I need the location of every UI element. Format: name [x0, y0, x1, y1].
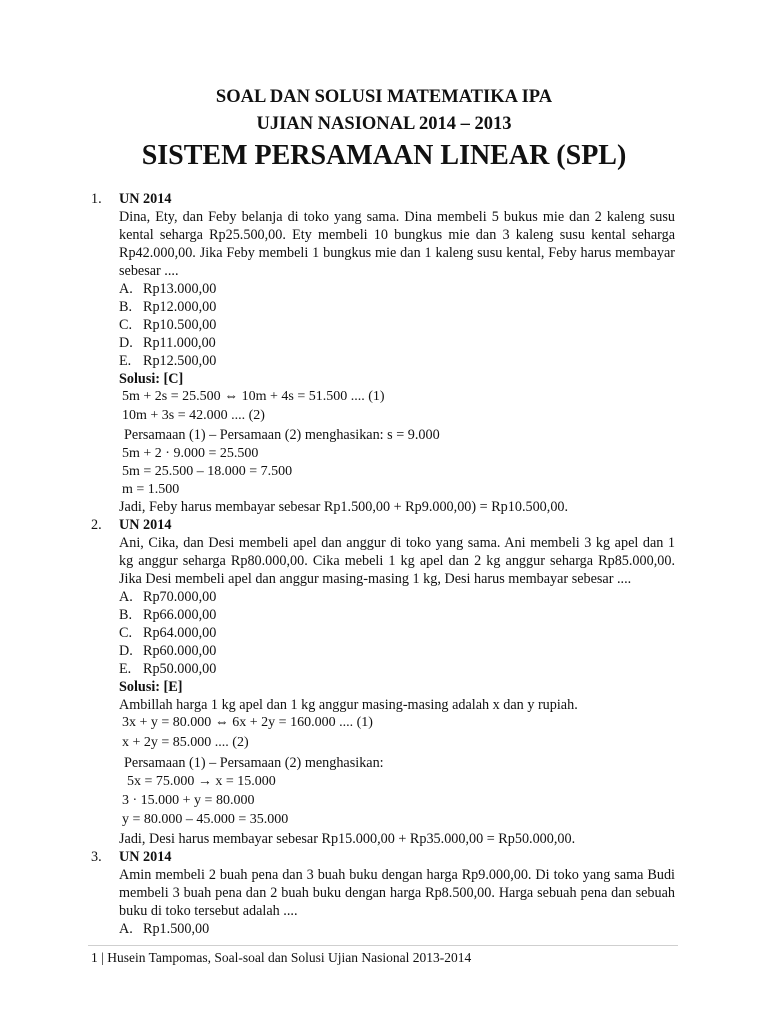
solution-step: Persamaan (1) – Persamaan (2) menghasikan:	[124, 755, 384, 771]
problem-source: UN 2014	[119, 517, 172, 533]
answer-option	[119, 281, 216, 298]
solution-step: 5x = 75.000 → x = 15.000	[127, 774, 276, 789]
option-letter: B.	[119, 299, 133, 315]
solution-step: 3x + y = 80.000 ⇔ 6x + 2y = 160.000 .... (1)	[122, 715, 373, 730]
option-text: Rp70.000,00	[143, 589, 217, 605]
solution-conclusion: Jadi, Feby harus membayar sebesar Rp1.500,00 + Rp9.000,00) = Rp10.500,00.	[119, 499, 569, 515]
option-letter: B.	[119, 607, 133, 623]
option-text: Rp12.000,00	[143, 299, 217, 315]
answer-option	[119, 353, 216, 370]
chapter-title: SISTEM PERSAMAAN LINEAR (SPL)	[141, 140, 627, 171]
option-text: Rp60.000,00	[143, 643, 217, 659]
option-text: Rp66.000,00	[143, 607, 217, 623]
answer-option	[119, 335, 216, 352]
option-letter: A.	[119, 589, 133, 605]
option-text: Rp64.000,00	[143, 625, 217, 641]
question-line: Jika Desi membeli apel dan anggur masing-masing 1 kg, Desi harus membayar sebesar ....	[119, 571, 632, 587]
answer-option	[119, 607, 216, 624]
solution-step: 10m + 3s = 42.000 .... (2)	[122, 408, 265, 423]
answer-option	[119, 921, 209, 938]
answer-option	[119, 625, 216, 642]
solution-label: Solusi: [C]	[119, 371, 184, 387]
option-letter: C.	[119, 625, 133, 641]
option-letter: D.	[119, 335, 133, 351]
question-line: membeli 3 buah pena dan 2 buah buku dengan harga Rp8.500,00. Harga sebuah pena dan sebuah	[119, 885, 675, 901]
question-line: Rp42.000,00. Jika Feby membeli 1 bungkus mie dan 1 kaleng susu kental, Feby harus membayar	[119, 245, 675, 261]
problem-number: 2.	[91, 517, 102, 533]
question-line: Dina, Ety, dan Feby belanja di toko yang sama. Dina membeli 5 bukus mie dan 2 kaleng susu	[119, 209, 675, 225]
question-line: Ani, Cika, dan Desi membeli apel dan anggur di toko yang sama. Ani membeli 3 kg apel dan 1	[119, 535, 675, 551]
option-letter: D.	[119, 643, 133, 659]
question-line: Amin membeli 2 buah pena dan 3 buah buku dengan harga Rp9.000,00. Di toko yang sama Budi	[119, 867, 675, 883]
footer-divider	[88, 945, 678, 946]
option-text: Rp11.000,00	[143, 335, 216, 351]
solution-step: x + 2y = 85.000 .... (2)	[122, 735, 249, 750]
solution-step: 3 · 15.000 + y = 80.000	[122, 793, 255, 808]
solution-step: m = 1.500	[122, 482, 180, 497]
problem-number: 3.	[91, 849, 102, 865]
option-letter: A.	[119, 281, 133, 297]
problem-source: UN 2014	[119, 849, 172, 865]
answer-option	[119, 589, 216, 606]
document-subtitle: UJIAN NASIONAL 2014 – 2013	[256, 114, 512, 134]
solution-step: Persamaan (1) – Persamaan (2) menghasikan: s = 9.000	[124, 427, 440, 443]
question-line: kg anggur seharga Rp80.000,00. Cika mebeli 1 kg apel dan 2 kg anggur seharga Rp85.000,00.	[119, 553, 675, 569]
option-letter: A.	[119, 921, 133, 937]
solution-step: y = 80.000 – 45.000 = 35.000	[122, 812, 289, 827]
answer-option	[119, 661, 216, 678]
problem-number: 1.	[91, 191, 102, 207]
option-text: Rp13.000,00	[143, 281, 217, 297]
solution-conclusion: Jadi, Desi harus membayar sebesar Rp15.000,00 + Rp35.000,00 = Rp50.000,00.	[119, 831, 576, 847]
solution-step: 5m + 2s = 25.500 ⇔ 10m + 4s = 51.500 .... (1)	[122, 389, 385, 404]
solution-step: 5m + 2 · 9.000 = 25.500	[122, 446, 259, 461]
option-text: Rp12.500,00	[143, 353, 217, 369]
solution-step: 5m = 25.500 – 18.000 = 7.500	[122, 464, 293, 479]
option-letter: E.	[119, 353, 132, 369]
question-line: sebesar ....	[119, 263, 179, 279]
option-text: Rp50.000,00	[143, 661, 217, 677]
document-title: SOAL DAN SOLUSI MATEMATIKA IPA	[215, 87, 553, 107]
answer-option	[119, 643, 216, 660]
question-line: kental seharga Rp25.500,00. Ety membeli 10 bungkus mie dan 3 kaleng susu kental seharga	[119, 227, 675, 243]
page-footer: 1 | Husein Tampomas, Soal-soal dan Solusi Ujian Nasional 2013-2014	[91, 950, 472, 965]
option-letter: E.	[119, 661, 132, 677]
option-letter: C.	[119, 317, 133, 333]
solution-step: Ambillah harga 1 kg apel dan 1 kg anggur masing-masing adalah x dan y rupiah.	[119, 697, 578, 713]
problem-source: UN 2014	[119, 191, 172, 207]
question-line: buku di toko tersebut adalah ....	[119, 903, 298, 919]
option-text: Rp1.500,00	[143, 921, 210, 937]
option-text: Rp10.500,00	[143, 317, 217, 333]
answer-option	[119, 317, 216, 334]
solution-label: Solusi: [E]	[119, 679, 183, 695]
answer-option	[119, 299, 216, 316]
